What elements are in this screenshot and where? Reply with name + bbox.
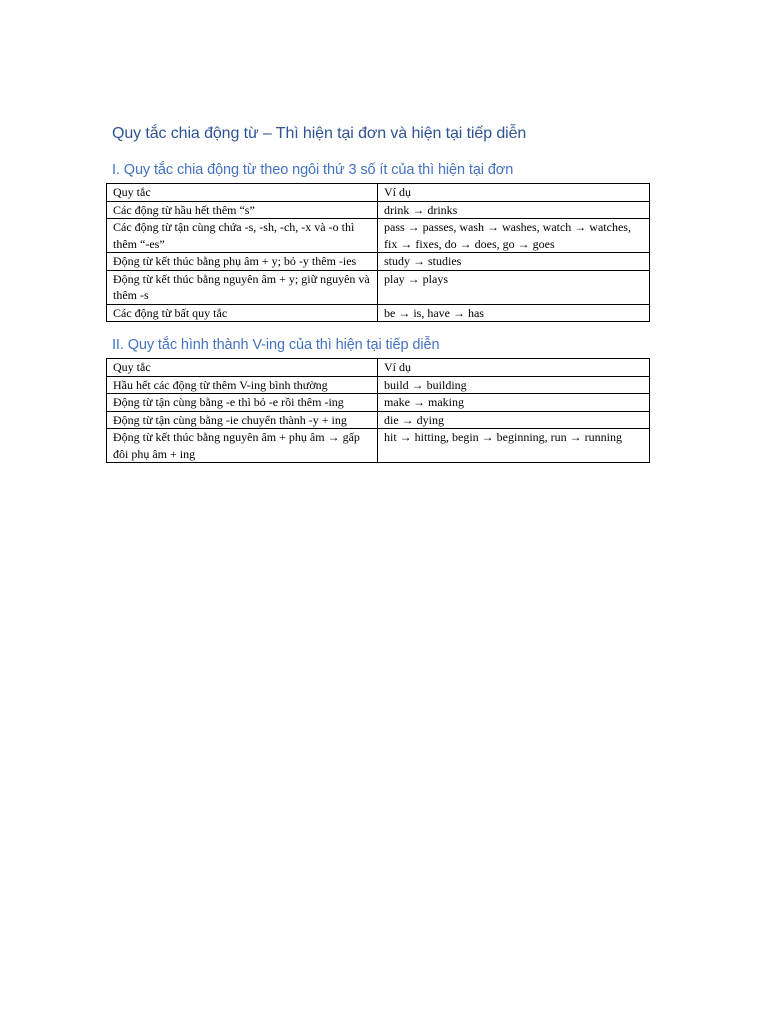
rule-cell: Các động từ bất quy tắc: [107, 304, 378, 322]
rule-cell: Các động từ tận cùng chứa -s, -sh, -ch, -x và -o thì thêm “-es”: [107, 219, 378, 253]
example-cell: drink → drinks: [378, 201, 650, 219]
header-cell-rule: Quy tắc: [107, 184, 378, 202]
header-cell-rule: Quy tắc: [107, 359, 378, 377]
rule-cell: Động từ kết thúc bằng phụ âm + y; bỏ -y thêm -ies: [107, 253, 378, 271]
document-title: Quy tắc chia động từ – Thì hiện tại đơn và hiện tại tiếp diễn: [112, 125, 527, 142]
table-row: [107, 429, 650, 463]
rule-cell: Các động từ hầu hết thêm “s”: [107, 201, 378, 219]
example-cell: play → plays: [378, 270, 650, 304]
rule-cell: Động từ tận cùng bằng -e thì bỏ -e rồi thêm -ing: [107, 394, 378, 412]
example-cell: build → building: [378, 376, 650, 394]
table-row: [107, 219, 650, 253]
table-row: [107, 411, 650, 429]
table-row: [107, 376, 650, 394]
rule-cell: Động từ tận cùng bằng -ie chuyển thành -y + ing: [107, 411, 378, 429]
table-row: [107, 201, 650, 219]
table-header-row: [107, 184, 650, 202]
section2-heading: II. Quy tắc hình thành V-ing của thì hiện tại tiếp diễn: [112, 337, 440, 353]
section1-table: [106, 183, 650, 322]
section1-heading: I. Quy tắc chia động từ theo ngôi thứ 3 số ít của thì hiện tại đơn: [112, 162, 514, 178]
table-row: [107, 270, 650, 304]
rule-cell: Động từ kết thúc bằng nguyên âm + phụ âm → gấp đôi phụ âm + ing: [107, 429, 378, 463]
rule-cell: Động từ kết thúc bằng nguyên âm + y; giữ nguyên và thêm -s: [107, 270, 378, 304]
example-cell: die → dying: [378, 411, 650, 429]
rule-cell: Hầu hết các động từ thêm V-ing bình thường: [107, 376, 378, 394]
example-cell: pass → passes, wash → washes, watch → watches, fix → fixes, do → does, go → goes: [378, 219, 650, 253]
table-row: [107, 253, 650, 271]
section2: [106, 335, 649, 463]
header-cell-example: Ví dụ: [378, 359, 650, 377]
table-header-row: [107, 359, 650, 377]
table-row: [107, 304, 650, 322]
example-cell: study → studies: [378, 253, 650, 271]
table-row: [107, 394, 650, 412]
example-cell: make → making: [378, 394, 650, 412]
header-cell-example: Ví dụ: [378, 184, 650, 202]
example-cell: be → is, have → has: [378, 304, 650, 322]
example-cell: hit → hitting, begin → beginning, run → running: [378, 429, 650, 463]
section2-table: [106, 358, 650, 463]
document-page: [106, 122, 649, 463]
